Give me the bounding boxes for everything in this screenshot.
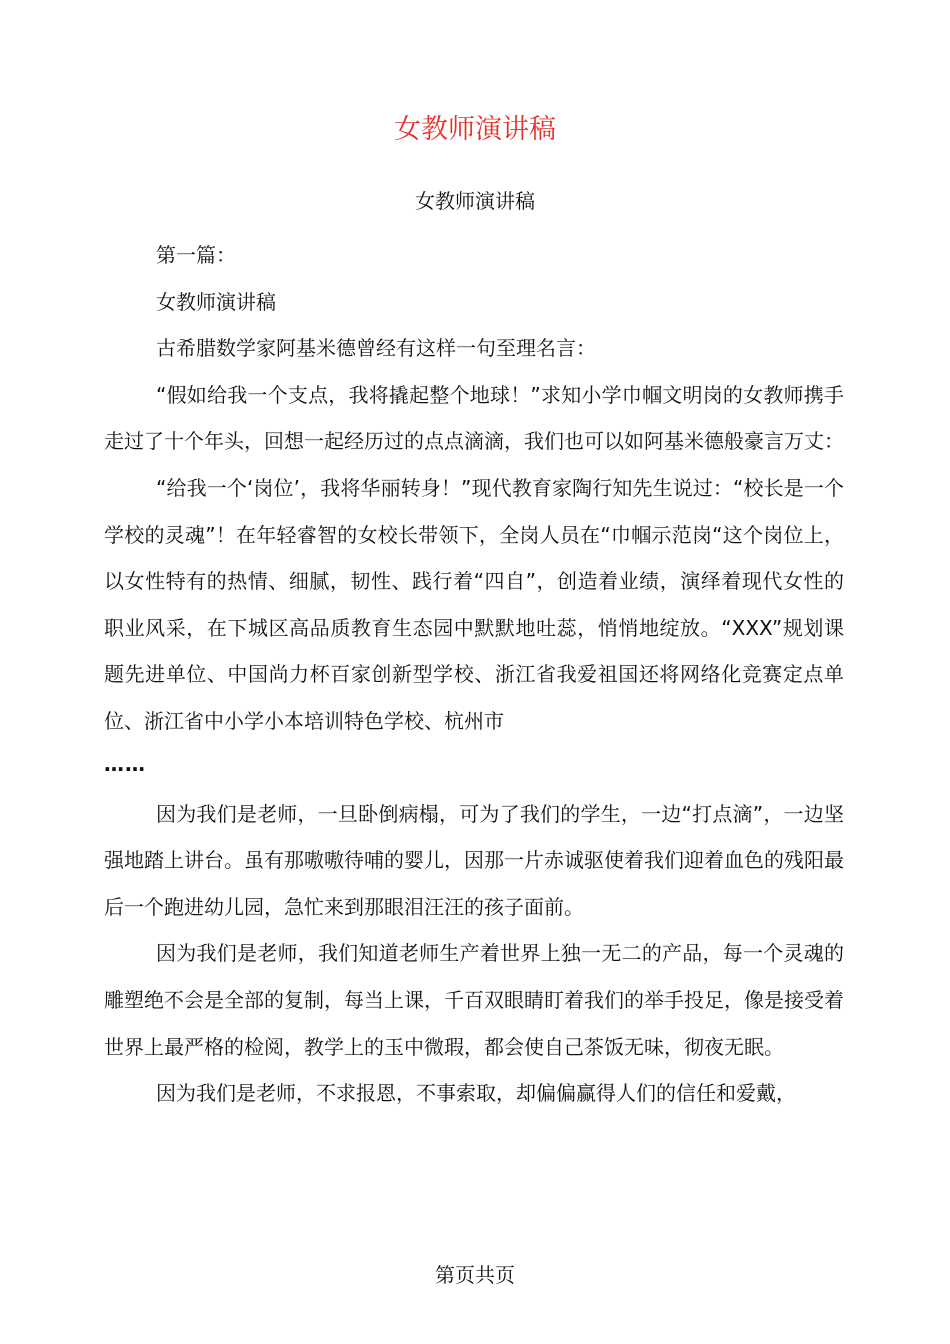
paragraph: 因为我们是老师，一旦卧倒病榻，可为了我们的学生，一边“打点滴”，一边坚强地踏上讲台。虽有那嗷嗷待哺的婴儿，因那一片赤诚驱使着我们迎着血色的残阳最后一个跑进幼儿园，急忙来到那眼泪汪汪的孩子面前。 [104,801,844,919]
paragraph: 古希腊数学家阿基米德曾经有这样一句至理名言： [156,336,596,361]
paragraph: 因为我们是老师，不求报恩，不事索取，却偏偏赢得人们的信任和爱戴， [156,1081,796,1106]
document-subtitle: 女教师演讲稿 [415,189,535,213]
paragraph: “给我一个‘岗位’，我将华丽转身！”现代教育家陶行知先生说过：“校长是一个学校的灵魂”！在年轻睿智的女校长带领下，全岗人员在“巾帼示范岗“这个岗位上，以女性特有的热情、细腻，韧性、践行着“四自”，创造着业绩，演绎着现代女性的职业风采，在下城区高品质教育生态园中默默地吐蕊，悄悄地绽放。“XXX”规划课题先进单位、中国尚力杯百家创新型学校、浙江省我爱祖国还将网络化竞赛定点单位、浙江省中小学小本培训特色学校、杭州市 [104,475,844,733]
paragraph: “假如给我一个支点，我将撬起整个地球！”求知小学巾帼文明岗的女教师携手走过了十个年头，回想一起经历过的点点滴滴，我们也可以如阿基米德般豪言万丈： [104,382,844,454]
page-footer: 第页共页 [435,1263,515,1287]
paragraph-ellipsis: …… [104,751,146,776]
document-title: 女教师演讲稿 [394,114,556,145]
document-body [104,232,844,1117]
paragraph: 因为我们是老师，我们知道老师生产着世界上独一无二的产品，每一个灵魂的雕塑绝不会是全部的复制，每当上课，千百双眼睛盯着我们的举手投足，像是接受着世界上最严格的检阅，教学上的玉中微瑕，都会使自己茶饭无味，彻夜无眠。 [104,941,844,1059]
paragraph: 第一篇： [156,243,236,267]
paragraph: 女教师演讲稿 [156,289,276,314]
